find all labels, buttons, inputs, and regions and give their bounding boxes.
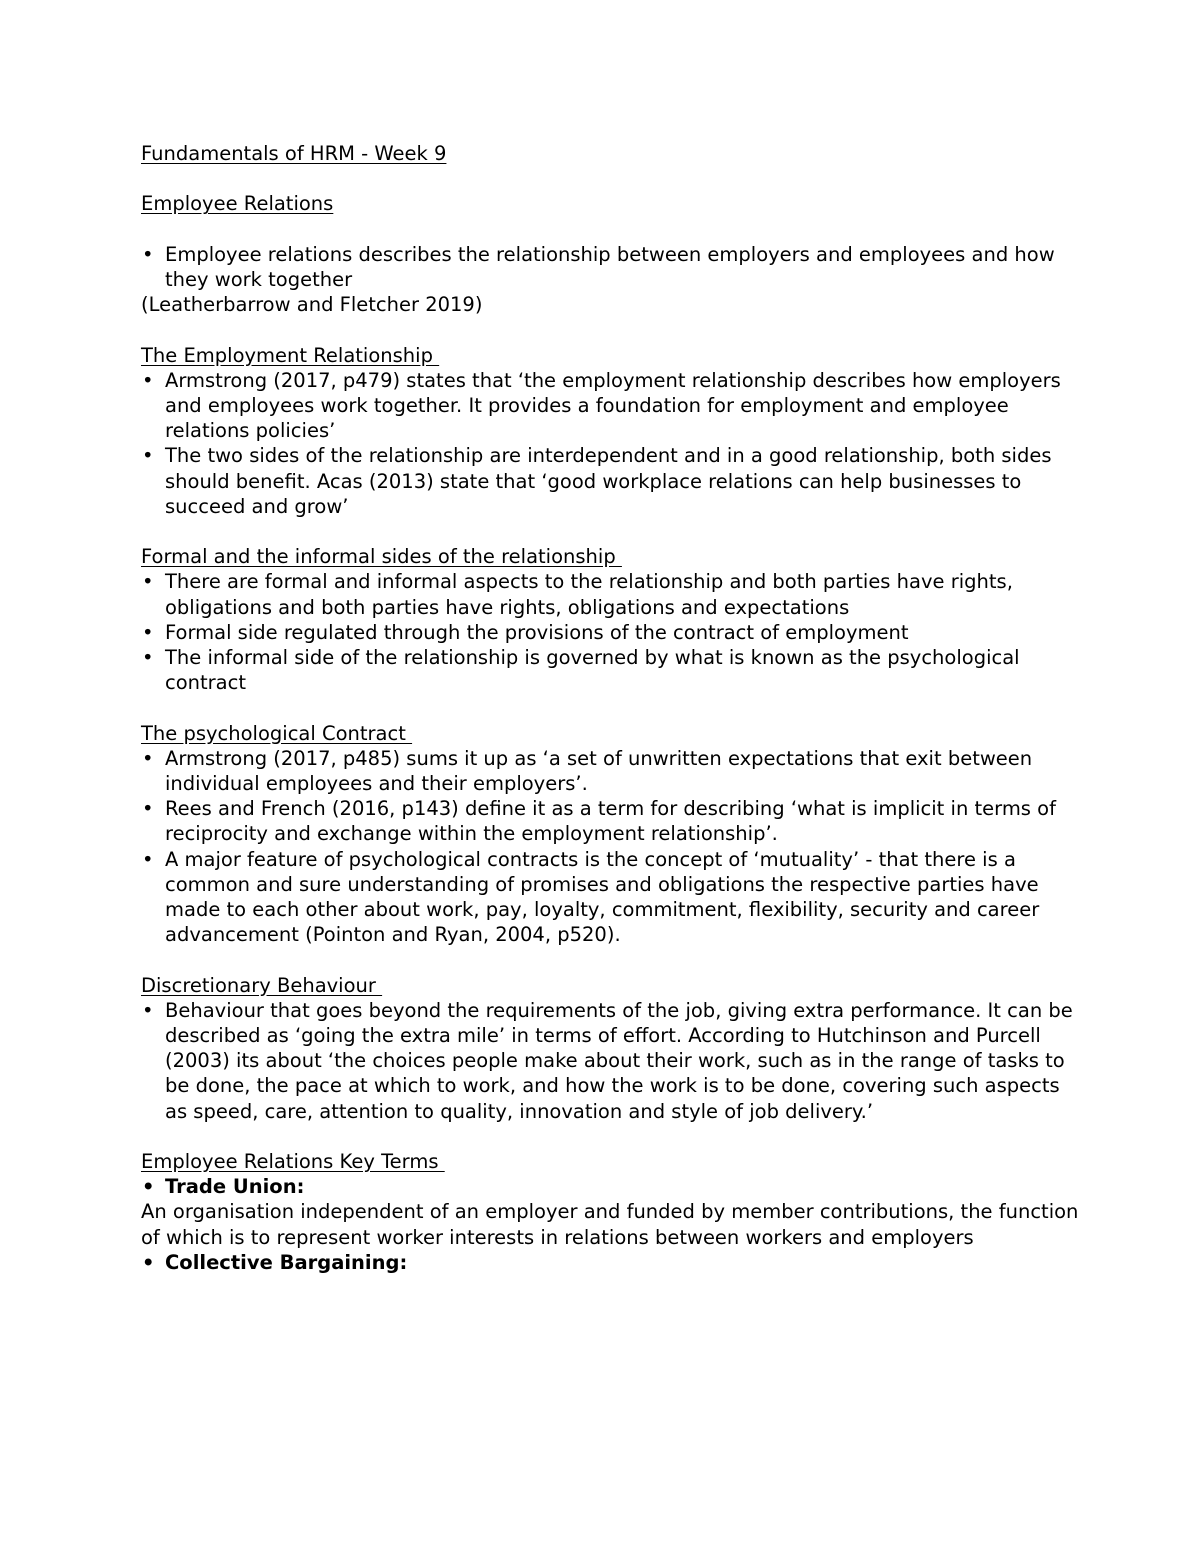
discretionary-behaviour-heading: Discretionary Behaviour xyxy=(141,973,383,997)
discretionary-behaviour-list xyxy=(141,998,1081,1124)
list-item: • Behaviour that goes beyond the requirements of the job, giving extra performance. It can be described as ‘going the extra mile’ in terms of effort. According to Hutchinson and Purcell (2003) its about ‘the choices people make about their work, such as in the range of tasks to be done, the pace at which to work, and how the work is to be done, covering such aspects as speed, care, attention to quality, innovation and style of job delivery.’ xyxy=(141,998,1081,1124)
key-terms-list-2 xyxy=(141,1250,1081,1275)
key-terms-heading: Employee Relations Key Terms xyxy=(141,1150,445,1174)
spacer xyxy=(141,166,1081,191)
psychological-contract-list xyxy=(141,746,1081,948)
document-title: Fundamentals of HRM - Week 9 xyxy=(141,142,447,165)
employee-relations-heading: Employee Relations xyxy=(141,192,334,216)
list-item: • Rees and French (2016, p143) define it as a term for describing ‘what is implicit in terms of reciprocity and exchange within the employment relationship’. xyxy=(141,796,1081,846)
document-page xyxy=(141,141,1081,1275)
employment-relationship-list xyxy=(141,368,1081,519)
trade-union-term: • Trade Union: xyxy=(141,1174,1081,1199)
list-item: • A major feature of psychological contracts is the concept of ‘mutuality’ - that there is a common and sure understanding of promises and obligations the respective parties have made to each other about work, pay, loyalty, commitment, flexibility, security and career advancement (Pointon and Ryan, 2004, p520). xyxy=(141,847,1081,948)
formal-informal-list xyxy=(141,569,1081,695)
list-item: • Formal side regulated through the provisions of the contract of employment xyxy=(141,620,1081,645)
list-item: • The two sides of the relationship are interdependent and in a good relationship, both sides should benefit. Acas (2013) state that ‘good workplace relations can help businesses to succeed and grow’ xyxy=(141,443,1081,519)
spacer xyxy=(141,217,1081,242)
psychological-contract-heading: The psychological Contract xyxy=(141,721,413,745)
list-item: • Armstrong (2017, p479) states that ‘the employment relationship describes how employers and employees work together. It provides a foundation for employment and employee relations policies’ xyxy=(141,368,1081,444)
list-item: • Employee relations describes the relationship between employers and employees and how they work together xyxy=(141,242,1081,292)
citation: (Leatherbarrow and Fletcher 2019) xyxy=(141,293,483,317)
trade-union-definition: An organisation independent of an employer and funded by member contributions, the function of which is to represent worker interests in relations between workers and employers xyxy=(141,1200,1079,1249)
formal-informal-heading: Formal and the informal sides of the relationship xyxy=(141,545,622,569)
list-item: • Armstrong (2017, p485) sums it up as ‘a set of unwritten expectations that exit between individual employees and their employers’. xyxy=(141,746,1081,796)
key-terms-list xyxy=(141,1174,1081,1199)
list-item: • The informal side of the relationship is governed by what is known as the psychological contract xyxy=(141,645,1081,695)
spacer xyxy=(141,519,1081,544)
spacer xyxy=(141,317,1081,342)
employment-relationship-heading: The Employment Relationship xyxy=(141,343,440,367)
employee-relations-list xyxy=(141,242,1081,292)
spacer xyxy=(141,1124,1081,1149)
collective-bargaining-term: • Collective Bargaining: xyxy=(141,1250,1081,1275)
list-item: • There are formal and informal aspects to the relationship and both parties have rights, obligations and both parties have rights, obligations and expectations xyxy=(141,569,1081,619)
spacer xyxy=(141,947,1081,972)
spacer xyxy=(141,695,1081,720)
